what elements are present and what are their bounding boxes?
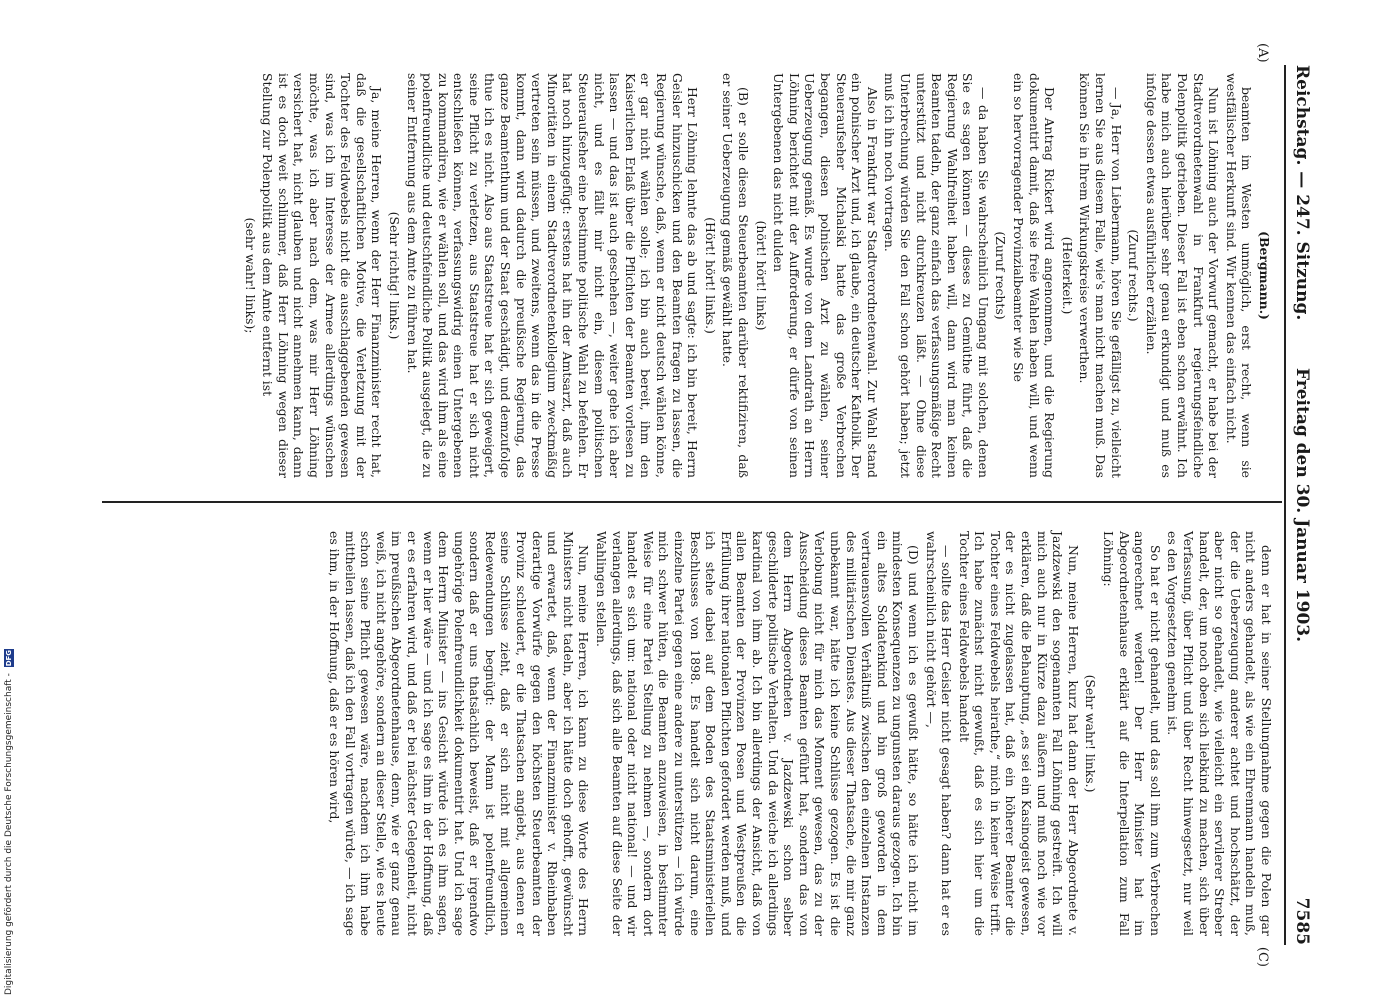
newspaper-page	[0, 25, 1330, 985]
column-divider	[102, 501, 1282, 503]
margin-marker-c: (C)	[1255, 946, 1270, 967]
page-number: 7585	[1292, 897, 1312, 945]
header-rule	[1284, 65, 1286, 945]
interjection: (Zuruf rechts.)	[1126, 229, 1142, 322]
paragraph: — da haben Sie wahrscheinlich Umgang mit solchen, denen Sie es sagen können — dieses zu Gemüthe führt, daß die Regierung Wahlfreiheit haben will, dann wird man keinen Beamten tadeln, der ganz einfach das verfassungsmäßige Recht unterstützt und nicht durchkreuzen läßt. — Ohne diese Unterbrechung würden Sie den Fall schon gehört haben; jetzt muß ich ihn noch vortragen.	[882, 73, 991, 478]
header-date: Freitag den 30. Januar 1903.	[1292, 367, 1312, 643]
dfg-logo-icon: DFG	[5, 649, 13, 667]
margin-marker-a: (A)	[1255, 43, 1270, 63]
interjection: (sehr wahr! links);	[242, 217, 258, 334]
right-column	[324, 531, 1274, 936]
paragraph: — sollte das Herr Geisler nicht gesagt haben? dann hat er es wahrscheinlich nicht gehört —,	[923, 531, 955, 936]
paragraph: Nun ist Löhning auch der Vorwurf gemacht, er habe bei der Stadtverordnetenwahl in Frankfurt regierungsfeindliche Polenpolitik getrieben. Dieser Fall ist eben schon erwähnt. Ich habe mich auch hierüber sehr genau erkundigt und muß es infolge dessen etwas ausführlicher erzählen.	[1143, 73, 1222, 478]
page-header	[1286, 65, 1316, 945]
paragraph: So hat er nicht gehandelt, und das soll ihm zum Verbrechen angerechnet werden! Der Herr Minister hat im Abgeordnetenhause erklärt auf die Interpellation zum Fall Löhning:	[1101, 531, 1163, 936]
interjection: (Heiterkeit.)	[1059, 236, 1075, 315]
interjection: (Bergmann.)	[1257, 231, 1272, 320]
paragraph: Herr Löhning lehnte das ab und sagte: ich bin bereit, Herrn Geisler hinzuschicken und den Beamten fragen zu lassen, die Regierung wünsche, daß, wenn er nicht deutsch wählen könne, er gar nicht wählen solle; ich bin auch bereit, ihm den Kaiserlichen Erlaß über die Pflichten der Beamten vorlesen zu lassen — und das ist auch geschehen —, weiter gehe ich aber nicht, und es fällt mir nicht ein, diesem politischen Steueraufseher eine bestimmte politische Wahl zu befehlen. Er hat noch hinzugefügt: erstens hat ihn der Amtsarzt, daß auch Minoritäten in einem Stadtverordnetenkollegium zweckmäßig vertreten sein müssen, und zweitens, wenn das in die Presse kommt, dann wird dadurch die preußische Regierung, das ganze Beamtenthum und der Staat geschädigt, und demzufolge thue ich es nicht. Also aus Staatstreue hat er sich geweigert, seine Pflicht zu verletzen, aus Staatstreue hat er sich nicht entschließen können, verfassungswidrig einen Untergebenen zu kommandiren, wie er wählen soll, und das wird ihm als eine polenfreundliche und deutschfeindliche Politik ausgelegt, die zu seiner Entfernung aus dem Amte zu führen hat.	[404, 73, 701, 478]
digitization-credit	[2, 595, 16, 995]
paragraph: Nun, meine Herren, ich kann zu diese Worte des Herrn Ministers nicht tadeln, aber ich hätte doch gehofft, gewünscht und erwartet, daß, wenn der Finanzminister v. Rheinbaben derartige Vorwürfe gegen den höchsten Steuerbeamten der Provinz schleudert, er die Thatsachen angiebt, aus denen er seine Schlüsse zieht, daß er sich nicht mit allgemeinen Redewendungen begnügt: der Mann ist polenfreundlich, sondern daß er uns thatsächlich beweist, daß er irgendwo ungehörige Polenfreundlichkeit dokumentirt hat. Und ich sage dem Herrn Minister — ins Gesicht würde ich es ihm sagen, wenn er hier wäre — und ich sage es ihm in der Hoffnung, daß er es erfahren wird, und daß er bei nächster Gelegenheit, nicht im preußischen Abgeordnetenhause, denn, wie er ganz genau weiß, ich nicht angehöre, sondern an dieser Stelle, wie es heute schon seine Pflicht gewesen wäre, nachdem ich ihm habe mittheilen lassen, daß ich den Fall vortragen würde, — ich sage es ihm, in der Hoffnung, daß er es hören wird,	[326, 531, 592, 936]
paragraph: Ja, meine Herren, wenn der Herr Finanzminister recht hat, daß die gesellschaftlichen Motive, die Verletzung mit der Tochter des Feldwebels nicht die ausschlaggebenden gewesen sind, was ich im Interesse der Armee allerdings wünschen möchte, was ich aber nach dem, was mir Herr Löhning versichert hat, nicht glauben und nicht annehmen kann, dann ist es doch weit schlimmer, daß Herr Löhning wegen dieser Stellung zur Polenpolitik aus dem Amte entfernt ist	[260, 73, 385, 478]
credit-text: Digitalisierung gefördert durch die Deutsche Forschungsgemeinschaft -	[4, 673, 14, 995]
interjection: (Zuruf rechts)	[993, 231, 1009, 320]
paragraph: denn er hat in seiner Stellungnahme gegen die Polen gar nicht anders gehandelt, als wie ein Ehrenmann handeln muß, der die Ueberzeugung anderer achtet und hochschätzt, der aber nicht so gehandelt, wie vielleicht ein servilerer Streber handelt, der, um noch oben sich liebkind zu machen, sich über Verfassung, über Pflicht und über Recht hinwegsetzt, nur weil es den Vorgesetzten genehm ist.	[1165, 531, 1274, 936]
paragraph: Der Antrag Rickert wird angenommen, und die Regierung dokumentirt damit, daß sie freie Wahlen haben will, und wenn ein so hervorragender Provinzialbeamter wie Sie	[1011, 73, 1058, 478]
left-column	[240, 73, 1274, 478]
paragraph: Also in Frankfurt war Stadtverordnetenwahl. Zur Wahl stand ein polnischer Arzt und, ich glaube, ein deutscher Katholik. Der Steueraufseher Michalski hatte das große Verbrechen begangen, diesen polnischen Arzt zu wählen, seiner Ueberzeugung gemäß. Es wurde von dem Landrath an Herrn Löhning berichtet mit der Aufforderung, er dürfe von seinen Untergebenen das nicht dulden	[771, 73, 880, 478]
paragraph: beamten im Westen unmöglich, erst recht, wenn sie westfälischer Herkunft sind. Wir kennen das einfach nicht.	[1223, 73, 1255, 478]
interjection: (Hört! hört! links.)	[702, 217, 718, 334]
interjection: (hört! hört! links)	[753, 220, 769, 331]
paragraph: — Ja, Herr von Liebermann, hören Sie gefälligst zu, vielleicht lernen Sie aus diesem Falle, wie's man nicht machen muß. Das können Sie in Ihrem Wirkungskreise verwerthen.	[1077, 73, 1124, 478]
header-left: Reichstag. — 247. Sitzung.	[1292, 65, 1312, 321]
interjection: (Sehr wahr! links.)	[1083, 674, 1099, 793]
paragraph: (B) er solle diesen Steuerbeamten darüber rektifiziren, daß er seiner Ueberzeugung gemäß gewählt hatte.	[720, 73, 751, 478]
paragraph: (D) und wenn ich es gewußt hätte, so hätte ich nicht im mindesten Konsequenzen zu ungunsten daraus gezogen. Ich bin ein altes Soldatenkind und bin groß geworden in dem vertrauensvollen Verhältniß zwischen den einzelnen Instanzen des militärischen Dienstes. Aus dieser Thatsache, die mir ganz unbekannt war, hätte ich keine Schlüsse gezogen. Es ist die Verlobung nicht für mich das Moment gewesen, das zu der Ausscheidung dieses Beamten geführt hat, sondern das von dem Herrn Abgeordneten v. Jazdzewski schon selber geschilderte politische Verhalten. Und da weiche ich allerdings kardinal von ihm ab. Ich bin allerdings der Ansicht, daß von allen Beamten der Provinzen Posen und Westpreußen die Erfüllung ihrer nationalen Pflichten gefordert werden muß, und ich stehe dabei auf dem Boden des Staatsministeriellen Beschlusses von 1898. Es handelt sich nicht darum, eine einzelne Partei gegen eine andere zu unterstützen — ich würde mich schwer hüten, die Beamten anzuweisen, in bestimmter Weise für eine Partei Stellung zu nehmen —, sondern dort handelt es sich um: national oder nicht national! — und wir verlangen allerdings, daß sich alle Beamten auf diese Seite der Wahlingen stellen.	[594, 531, 921, 936]
interjection: (Sehr richtig! links.)	[386, 211, 402, 340]
paragraph: Nun, meine Herren, kurz hat dann der Herr Abgeordnete v. Jazdzewski den sogenannten Fall Löhning gestreift. Ich will mich auch nur in Kürze dazu äußern und muß noch wie vor erklären, daß die Behauptung, „es sei ein Kasinogeist gewesen, der es nicht zugelassen hat, daß ein höherer Beamter die Tochter eines Feldwebels heirathe,“ mich in keiner Weise trifft. Ich habe zunächst nicht gewußt, daß es sich hier um die Tochter eines Feldwebels handelt	[956, 531, 1081, 936]
